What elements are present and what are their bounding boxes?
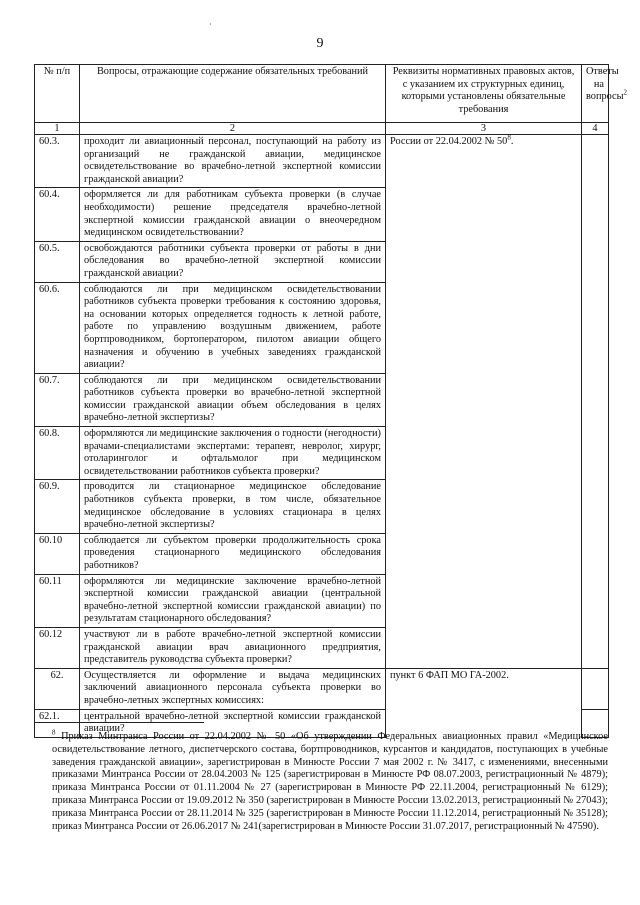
footnote (52, 728, 608, 833)
footnote-separator (34, 722, 204, 723)
row-num: 60.10 (35, 533, 80, 574)
row-num: 60.5. (35, 241, 80, 282)
table-row (35, 668, 609, 709)
row-num: 62. (35, 668, 80, 709)
row-question: проводится ли стационарное медицинское обследование работников субъекта проверки, в том числе, обязательное медицинское обследование в условиях стационара в целях врачебно-летной экспертизы? (80, 480, 386, 533)
requisites-cell: пункт 6 ФАП МО ГА-2002. (386, 668, 582, 737)
row-num: 60.3. (35, 135, 80, 188)
column-index: 2 (80, 123, 386, 135)
footnote-ref: 8 (507, 133, 511, 142)
table-row (35, 135, 609, 188)
row-question: Осуществляется ли оформление и выдача медицинских заключений авиационного персонала субъекта проверки во врачебно-летных экспертных комиссиях: (80, 668, 386, 709)
row-num: 62.1. (35, 709, 80, 737)
row-num: 60.6. (35, 282, 80, 373)
header-answers-sup: 2 (623, 88, 627, 97)
column-index: 1 (35, 123, 80, 135)
header-question: Вопросы, отражающие содержание обязательных требований (80, 65, 386, 123)
header-answers (582, 65, 627, 123)
table-header-row (35, 65, 609, 123)
answer-cell (582, 668, 609, 709)
row-num: 60.8. (35, 427, 80, 480)
column-index: 4 (582, 123, 609, 135)
page-number: 9 (316, 36, 324, 51)
row-question: освобождаются работники субъекта проверки от работы в дни обследования во врачебно-летной экспертной комиссии гражданской авиации? (80, 241, 386, 282)
row-question: центральной врачебно-летной экспертной комиссии гражданской авиации? (80, 709, 386, 737)
row-question: оформляются ли медицинские заключения о годности (негодности) врачами-специалистами экспертами: терапевт, невролог, хирург, отоларинголог и офтальмолог при медицинском освидетельствовании работников субъекта проверки? (80, 427, 386, 480)
footnote-marker: 8 (52, 728, 56, 737)
row-num: 60.11 (35, 574, 80, 627)
column-index: 3 (386, 123, 582, 135)
row-num: 60.7. (35, 373, 80, 426)
column-index-row (35, 123, 609, 135)
row-num: 60.4. (35, 188, 80, 241)
header-answers-text: Ответы на вопросы (586, 66, 624, 103)
row-question: соблюдаются ли при медицинском освидетельствовании работников субъекта проверки во врачебно-летной экспертной комиссии гражданской авиации объем обследования в целях врачебно-летной экспертизы? (80, 373, 386, 426)
footnote-text: Приказ Минтранса России от 22.04.2002 № 50 «Об утверждении Федеральных авиационных правил «Медицинское освидетельствование летного, диспетчерского состава, бортпроводников, курсантов и кандидатов, поступающих в учебные заведения гражданской авиации», зарегистрирован в Минюсте России 7 мая 2002 г. № 3417, с изменениями, внесенными приказами Минтранса России от 28.04.2003 № 125 (зарегистрирован в Минюсте РФ 08.07.2003, регистрационный № 4879); приказа Минтранса России от 01.11.2004 № 27 (зарегистрирован в Минюсте РФ 22.11.2004, регистрационный № 6129); приказа Минтранса России от 19.09.2012 № 350 (зарегистрирован в Минюсте России 13.02.2013, регистрационный № 27043); приказа Минтранса России от 28.11.2014 № 325 (зарегистрирован в Минюсте России 11.12.2014, регистрационный № 35128); приказ Минтранса России от 26.06.2017 № 241(зарегистрирован в Минюсте России 31.07.2017, регистрационный № 47590). (52, 731, 608, 832)
header-num: № п/п (35, 65, 80, 123)
row-num: 60.12 (35, 627, 80, 668)
row-question: оформляются ли медицинские заключение врачебно-летной экспертной комиссии гражданской авиации (центральной врачебно-летной экспертной комиссии гражданской авиации) по результатам стационарного обследования? (80, 574, 386, 627)
row-question: соблюдается ли субъектом проверки продолжительность срока проведения стационарного медицинского обследования работников? (80, 533, 386, 574)
requirements-table (34, 64, 627, 738)
row-question: проходит ли авиационный персонал, поступающий на работу из организаций не гражданской авиации, медицинское освидетельствование во врачебно-летной экспертной комиссии гражданской авиации? (80, 135, 386, 188)
row-num: 60.9. (35, 480, 80, 533)
header-requisites: Реквизиты нормативных правовых актов, с указанием их структурных единиц, которыми установлены обязательные требования (386, 65, 582, 123)
scan-mark: · (209, 20, 212, 29)
row-question: оформляется ли для работникам субъекта проверки (в случае необходимости) решение председателя врачебно-летной экспертной комиссии гражданской авиации о внеочередном медицинском освидетельствовании? (80, 188, 386, 241)
answer-cell (582, 135, 609, 669)
row-question: участвуют ли в работе врачебно-летной экспертной комиссии гражданской авиации врач авиационного предприятия, представитель руководства субъекта проверки? (80, 627, 386, 668)
requisites-cell: России от 22.04.2002 № $50^8$. (386, 135, 582, 669)
row-question: соблюдаются ли при медицинском освидетельствовании работников субъекта проверки требования к состоянию здоровья, на основании которых определяется годность к летной работе, работе по управлению воздушным движением, работе бортпроводником, бортоператором, пилотом авиации общего назначения и обучению в учебных заведениях гражданской авиации? (80, 282, 386, 373)
requisites-text: России от 22.04.2002 № 50 (390, 136, 508, 147)
